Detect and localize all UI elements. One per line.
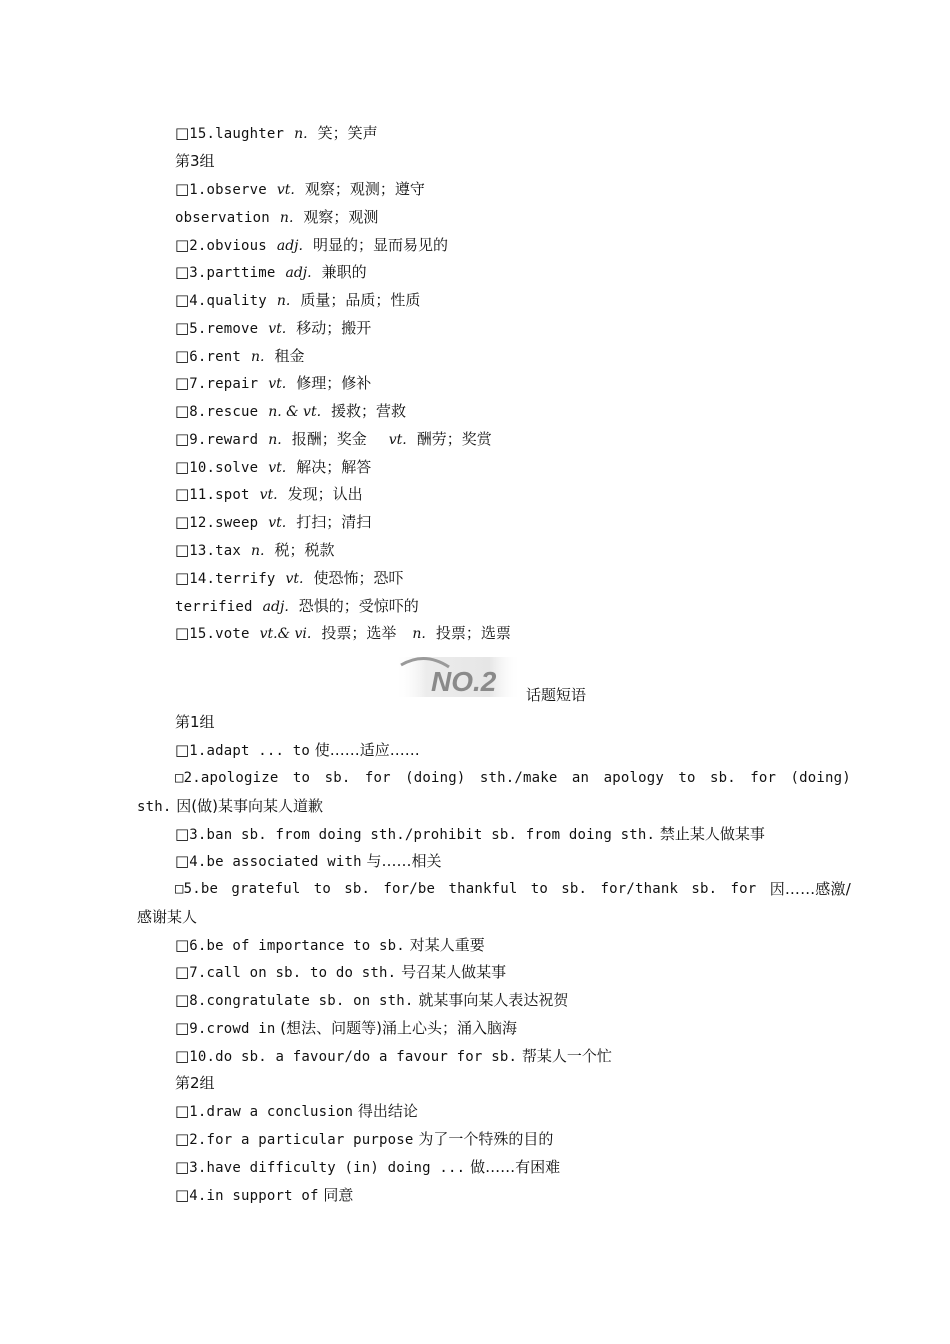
meaning: 投票；选举 (321, 624, 397, 642)
checkbox-icon[interactable]: □ (175, 624, 190, 642)
word: terrified (175, 599, 253, 615)
word: 8.rescue (189, 404, 259, 420)
vocab-item-laughter (175, 123, 378, 144)
word: 2.obvious (189, 238, 267, 254)
part-of-speech: n. & vt. (268, 404, 322, 420)
phrase-item (175, 935, 485, 956)
word: 11.spot (189, 487, 250, 503)
vocab-item-terrify (175, 568, 404, 589)
meaning: 税；税款 (274, 541, 335, 559)
phrase-en: 10.do sb. a favour/do a favour for sb. (189, 1049, 518, 1065)
phrase-item (175, 1157, 560, 1178)
phrase-token: for (364, 770, 391, 786)
phrase-token: sb. (344, 881, 371, 897)
phrase-item-justified (175, 768, 851, 788)
checkbox-icon[interactable]: □ (175, 485, 190, 503)
meaning: 观察；观测 (303, 208, 379, 226)
word: observation (175, 210, 270, 226)
checkbox-icon[interactable]: □ (175, 347, 190, 365)
vocab-item-quality (175, 290, 420, 311)
phrase-en: 9.crowd in (189, 1021, 276, 1037)
vocab-item-obvious (175, 235, 448, 256)
checkbox-icon[interactable]: □ (175, 1047, 190, 1065)
phrase-token: apology (603, 770, 664, 786)
phrase-token: to (530, 881, 549, 897)
meaning: 发现；认出 (287, 485, 363, 503)
part-of-speech: n. (250, 349, 265, 365)
phrase-en: 1.draw a conclusion (189, 1104, 354, 1120)
phrase-item (175, 740, 420, 761)
checkbox-icon[interactable]: □ (175, 430, 190, 448)
meaning: 明显的；显而易见的 (312, 236, 448, 254)
group-heading-2: 第2组 (175, 1074, 215, 1092)
part-of-speech: vt. (268, 460, 287, 476)
phrase-continuation (137, 796, 323, 817)
phrase-cn: (想法、问题等)涌上心头；涌入脑海 (280, 1019, 517, 1037)
word: 15.vote (189, 626, 250, 642)
part-of-speech: n. (276, 293, 291, 309)
checkbox-icon[interactable]: □ (175, 1102, 190, 1120)
checkbox-icon[interactable]: □ (175, 936, 190, 954)
phrase-token: for/be (383, 881, 436, 897)
part-of-speech: vt. (268, 376, 287, 392)
vocab-item-tax (175, 540, 334, 561)
meaning: 兼职的 (321, 263, 367, 281)
word: 13.tax (189, 543, 241, 559)
phrase-en: 4.be associated with (189, 854, 362, 870)
part-of-speech: adj. (276, 238, 303, 254)
part-of-speech: vt.& vi. (259, 626, 312, 642)
phrase-token: for (730, 881, 757, 897)
part-of-speech: vt. (285, 571, 304, 587)
group-heading-3: 第3组 (175, 152, 215, 170)
phrase-item (175, 1101, 418, 1122)
group-heading-1: 第1组 (175, 713, 215, 731)
phrase-en: 8.congratulate sb. on sth. (189, 993, 414, 1009)
phrase-cn: 得出结论 (357, 1102, 418, 1120)
vocab-item-rent (175, 346, 304, 367)
phrase-en: 3.ban sb. from doing sth./prohibit sb. from doing sth. (189, 827, 656, 843)
phrase-token: for (750, 770, 777, 786)
phrase-token: sb. (561, 881, 588, 897)
part-of-speech: vt. (276, 182, 295, 198)
word: 15.laughter (189, 126, 285, 142)
checkbox-icon[interactable]: □ (175, 741, 190, 759)
checkbox-icon[interactable]: □ (175, 124, 190, 142)
phrase-cn: 因(做)某事向某人道歉 (176, 797, 324, 815)
section-title: 话题短语 (526, 686, 587, 704)
phrase-token: (doing) (405, 770, 466, 786)
meaning: 租金 (274, 347, 305, 365)
part-of-speech-2: vt. (388, 432, 407, 448)
meaning: 报酬；奖金 (291, 430, 367, 448)
meaning: 笑；笑声 (317, 124, 378, 142)
phrase-token: □2.apologize (175, 770, 279, 786)
checkbox-icon[interactable]: □ (175, 374, 190, 392)
part-of-speech: vt. (268, 515, 287, 531)
meaning: 修理；修补 (296, 374, 372, 392)
phrase-continuation: 感谢某人 (137, 908, 198, 926)
word: 12.sweep (189, 515, 259, 531)
part-of-speech: adj. (262, 599, 289, 615)
part-of-speech-2: n. (412, 626, 426, 642)
phrase-en: 7.call on sb. to do sth. (189, 965, 397, 981)
checkbox-icon[interactable]: □ (175, 319, 190, 337)
phrase-token: for/thank (600, 881, 679, 897)
phrase-en: 3.have difficulty (in) doing ... (189, 1160, 466, 1176)
phrase-token: an (571, 770, 590, 786)
part-of-speech: adj. (285, 265, 312, 281)
word: 4.quality (189, 293, 267, 309)
word: 14.terrify (189, 571, 276, 587)
vocab-item-spot (175, 484, 363, 505)
word: 7.repair (189, 376, 259, 392)
phrase-token: □5.be (175, 881, 219, 897)
phrase-cn: 做……有困难 (470, 1158, 561, 1176)
phrase-cn: 使……适应…… (314, 741, 420, 759)
meaning: 移动；搬开 (296, 319, 372, 337)
word: 3.parttime (189, 265, 276, 281)
meaning: 打扫；清扫 (296, 513, 372, 531)
checkbox-icon[interactable]: □ (175, 236, 190, 254)
phrase-cn: 号召某人做某事 (401, 963, 507, 981)
phrase-cn: 为了一个特殊的目的 (418, 1130, 554, 1148)
phrase-item-justified (175, 879, 851, 899)
phrase-token: to (678, 770, 696, 786)
phrase-cn: 同意 (323, 1186, 354, 1204)
meaning-2: 酬劳；奖赏 (416, 430, 492, 448)
section-banner (395, 653, 521, 699)
meaning: 援救；营救 (331, 402, 407, 420)
part-of-speech: n. (268, 432, 282, 448)
part-of-speech: vt. (268, 321, 287, 337)
phrase-token: to (313, 881, 331, 897)
checkbox-icon[interactable]: □ (175, 825, 190, 843)
banner-number: NO.2 (431, 666, 497, 697)
checkbox-icon[interactable]: □ (175, 458, 190, 476)
word: 9.reward (189, 432, 259, 448)
checkbox-icon[interactable]: □ (175, 1186, 190, 1204)
checkbox-icon[interactable]: □ (175, 1158, 190, 1176)
checkbox-icon[interactable]: □ (175, 852, 190, 870)
phrase-token: thankful (448, 881, 518, 897)
phrase-item (175, 1129, 553, 1150)
checkbox-icon[interactable]: □ (175, 180, 190, 198)
phrase-item (175, 851, 442, 872)
checkbox-icon[interactable]: □ (175, 1130, 190, 1148)
vocab-item-reward (175, 429, 492, 450)
phrase-token: grateful (231, 881, 301, 897)
phrase-item (175, 1046, 612, 1067)
vocab-item-rescue (175, 401, 406, 422)
vocab-item-solve (175, 457, 371, 478)
meaning: 解决；解答 (296, 458, 372, 476)
phrase-item (175, 1018, 517, 1039)
word: 6.rent (189, 349, 241, 365)
checkbox-icon[interactable]: □ (175, 402, 190, 420)
phrase-cn: 就某事向某人表达祝贺 (418, 991, 569, 1009)
word: 10.solve (189, 460, 259, 476)
checkbox-icon[interactable]: □ (175, 1019, 190, 1037)
vocab-item-sweep (175, 512, 371, 533)
meaning: 观察；观测；遵守 (304, 180, 425, 198)
phrase-en: 1.adapt ... to (189, 743, 310, 759)
phrase-item (175, 962, 506, 983)
phrase-cn: 帮某人一个忙 (521, 1047, 612, 1065)
vocab-item-observation (175, 207, 378, 228)
vocab-item-remove (175, 318, 371, 339)
phrase-item (175, 990, 568, 1011)
phrase-token: 因……感激/ (769, 880, 851, 898)
phrase-cn: 禁止某人做某事 (659, 825, 765, 843)
phrase-en: 2.for a particular purpose (189, 1132, 414, 1148)
vocab-item-observe (175, 179, 425, 200)
phrase-en: 6.be of importance to sb. (189, 938, 405, 954)
phrase-en: 4.in support of (189, 1188, 319, 1204)
word: 5.remove (189, 321, 259, 337)
phrase-item (175, 1185, 353, 1206)
phrase-cn: 对某人重要 (409, 936, 485, 954)
phrase-token: sb. (709, 770, 736, 786)
part-of-speech: n. (250, 543, 265, 559)
part-of-speech: n. (279, 210, 294, 226)
vocab-item-repair (175, 373, 371, 394)
checkbox-icon[interactable]: □ (175, 991, 190, 1009)
vocab-item-vote (175, 623, 511, 644)
part-of-speech: vt. (259, 487, 278, 503)
phrase-token: sth./make (479, 770, 558, 786)
part-of-speech: n. (294, 126, 308, 142)
meaning: 恐惧的；受惊吓的 (298, 597, 419, 615)
vocab-item-parttime (175, 262, 367, 283)
meaning: 质量；品质；性质 (300, 291, 421, 309)
meaning: 使恐怖；恐吓 (313, 569, 404, 587)
checkbox-icon[interactable]: □ (175, 963, 190, 981)
meaning-2: 投票；选票 (435, 624, 511, 642)
phrase-cn: 与……相关 (366, 852, 442, 870)
vocab-item-terrified (175, 596, 419, 617)
phrase-token: sb. (691, 881, 718, 897)
phrase-item (175, 824, 765, 845)
phrase-token: to (292, 770, 311, 786)
checkbox-icon[interactable]: □ (175, 569, 190, 587)
checkbox-icon[interactable]: □ (175, 291, 190, 309)
word: 1.observe (189, 182, 267, 198)
phrase-token: (doing) (790, 770, 851, 786)
phrase-token: sb. (324, 770, 351, 786)
checkbox-icon[interactable]: □ (175, 541, 190, 559)
checkbox-icon[interactable]: □ (175, 263, 190, 281)
checkbox-icon[interactable]: □ (175, 513, 190, 531)
phrase-en: sth. (137, 799, 172, 815)
